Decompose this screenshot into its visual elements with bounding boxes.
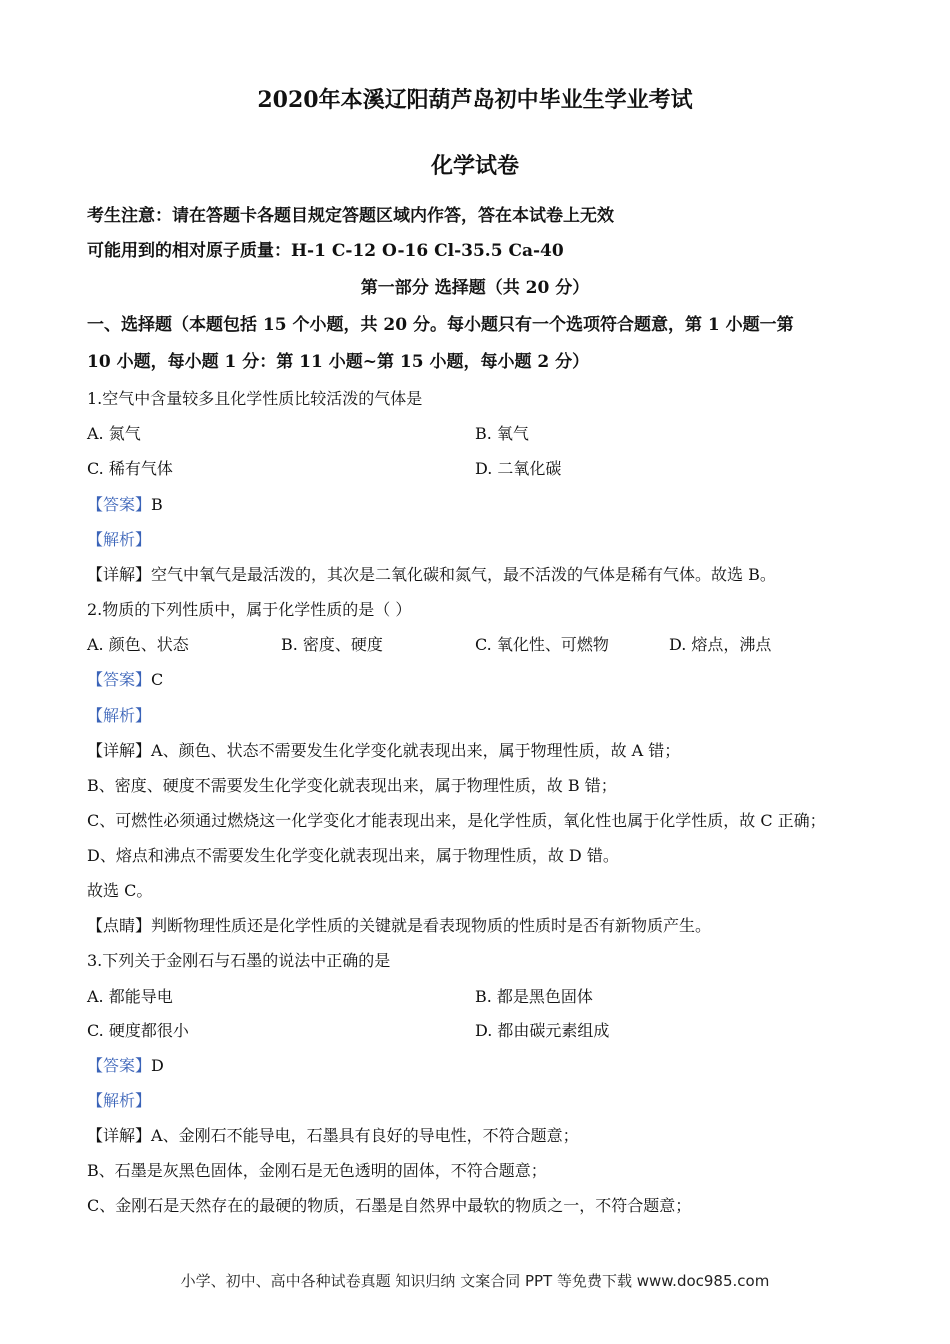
detail-tag: 【详解】: [87, 565, 152, 584]
point-tag: 【点睛】: [87, 916, 152, 935]
q1-answer: [87, 495, 163, 515]
q2-option-c: C. 氧化性、可燃物: [475, 635, 609, 654]
q2-stem: 2.物质的下列性质中，属于化学性质的是（ ）: [87, 600, 412, 619]
q2-analysis-tag: 【解析】: [87, 706, 152, 725]
q2-option-a: A. 颜色、状态: [87, 635, 189, 654]
q1-stem: 1.空气中含量较多且化学性质比较活泼的气体是: [87, 389, 423, 408]
q3-detail-1: [87, 1126, 579, 1146]
q2-point-text: 判断物理性质还是化学性质的关键就是看表现物质的性质时是否有新物质产生。: [151, 916, 712, 935]
q3-option-a: A. 都能导电: [87, 987, 173, 1006]
q1-detail-text: 空气中氧气是最活泼的，其次是二氧化碳和氮气，最不活泼的气体是稀有气体。故选 B。: [151, 565, 776, 584]
q1-option-d: D. 二氧化碳: [475, 459, 562, 478]
q2-detail-3: C、可燃性必须通过燃烧这一化学变化才能表现出来，是化学性质，氧化性也属于化学性质，故 C 正确；: [87, 811, 826, 830]
q2-detail-2: B、密度、硬度不需要发生化学变化就表现出来，属于物理性质，故 B 错；: [87, 776, 617, 795]
q2-detail-1: [87, 741, 680, 761]
section-heading-line1: 一、选择题（本题包括 15 个小题，共 20 分。每小题只有一个选项符合题意，第 1 小题一第: [87, 315, 794, 335]
q1-analysis-tag: 【解析】: [87, 530, 152, 549]
q1-option-c: C. 稀有气体: [87, 459, 173, 478]
q3-detail-1-text: A、金刚石不能导电，石墨具有良好的导电性，不符合题意；: [151, 1126, 579, 1145]
detail-tag: 【详解】: [87, 1126, 152, 1145]
q3-option-d: D. 都由碳元素组成: [475, 1021, 610, 1040]
q3-option-b: B. 都是黑色固体: [475, 987, 593, 1006]
notice: 考生注意：请在答题卡各题目规定答题区域内作答，答在本试卷上无效: [87, 206, 614, 226]
section-heading-line2: 10 小题，每小题 1 分：第 11 小题~第 15 小题，每小题 2 分）: [87, 352, 590, 372]
answer-tag: 【答案】: [87, 670, 152, 689]
q2-point: [87, 916, 711, 936]
q1-option-b: B. 氧气: [475, 424, 529, 443]
detail-tag: 【详解】: [87, 741, 152, 760]
q2-answer: [87, 670, 163, 690]
exam-title: 2020年本溪辽阳葫芦岛初中毕业生学业考试: [257, 87, 693, 113]
q2-conclusion: 故选 C。: [87, 881, 153, 900]
part-heading: 第一部分 选择题（共 20 分）: [360, 278, 590, 298]
q3-analysis-tag: 【解析】: [87, 1091, 152, 1110]
q2-detail-1-text: A、颜色、状态不需要发生化学变化就表现出来，属于物理性质，故 A 错；: [151, 741, 681, 760]
page-footer: 小学、初中、高中各种试卷真题 知识归纳 文案合同 PPT 等免费下载 www.doc985.com: [180, 1272, 770, 1290]
q2-answer-value: C: [151, 670, 164, 689]
atomic-mass: 可能用到的相对原子质量：H-1 C-12 O-16 Cl-35.5 Ca-40: [87, 241, 564, 261]
q3-stem: 3.下列关于金刚石与石墨的说法中正确的是: [87, 951, 391, 970]
answer-tag: 【答案】: [87, 1056, 152, 1075]
q2-detail-4: D、熔点和沸点不需要发生化学变化就表现出来，属于物理性质，故 D 错。: [87, 846, 619, 865]
q2-option-b: B. 密度、硬度: [281, 635, 383, 654]
q1-answer-value: B: [151, 495, 163, 514]
q3-option-c: C. 硬度都很小: [87, 1021, 189, 1040]
q3-answer-value: D: [151, 1056, 164, 1075]
q3-detail-2: B、石墨是灰黑色固体，金刚石是无色透明的固体，不符合题意；: [87, 1161, 547, 1180]
exam-subject: 化学试卷: [430, 153, 519, 179]
q3-answer: [87, 1056, 164, 1076]
answer-tag: 【答案】: [87, 495, 152, 514]
q2-option-d: D. 熔点，沸点: [669, 635, 772, 654]
q1-option-a: A. 氮气: [87, 424, 141, 443]
q1-detail: [87, 565, 776, 585]
q3-detail-3: C、金刚石是天然存在的最硬的物质，石墨是自然界中最软的物质之一，不符合题意；: [87, 1196, 692, 1215]
